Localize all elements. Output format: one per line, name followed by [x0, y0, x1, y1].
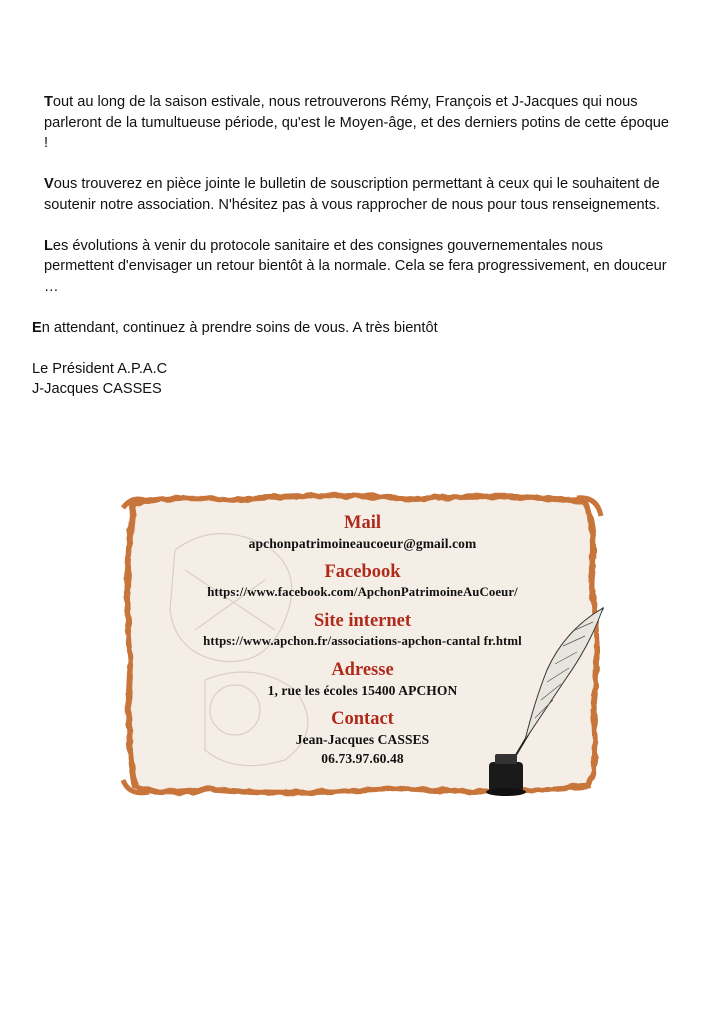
signature-name: J-Jacques CASSES	[32, 381, 162, 397]
paragraph-sanitary-protocol	[32, 236, 672, 298]
paragraph-text: ous trouverez en pièce jointe le bulletin de souscription permettant à ceux qui le souhaitent de soutenir notre association. N'hésitez pas à vous rapprocher de nous pour tous renseignements.	[44, 176, 661, 213]
drop-letter: L	[44, 237, 53, 254]
mail-value[interactable]: apchonpatrimoineaucoeur@gmail.com	[248, 536, 477, 551]
paragraph-summer-season	[32, 92, 672, 154]
contact-name: Jean-Jacques CASSES	[295, 732, 430, 747]
mail-heading: Mail	[344, 513, 381, 533]
address-value: 1, rue les écoles 15400 APCHON	[267, 683, 458, 698]
contact-scroll-card	[115, 490, 610, 800]
contact-info	[115, 512, 610, 768]
letter-body	[32, 92, 672, 400]
site-link[interactable]: https://www.apchon.fr/associations-apchon-cantal fr.html	[203, 634, 522, 648]
drop-letter: T	[44, 94, 53, 110]
paragraph-text: es évolutions à venir du protocole sanitaire et des consignes gouvernementales nous permettent d'envisager un retour bientôt à la normale. Cela se fera progressivement, en douceur …	[44, 237, 667, 295]
facebook-heading: Facebook	[324, 562, 401, 582]
paragraph-subscription	[32, 174, 672, 215]
contact-phone: 06.73.97.60.48	[321, 751, 404, 766]
paragraph-text: n attendant, continuez à prendre soins de vous. A très bientôt	[41, 319, 438, 336]
contact-heading: Contact	[331, 709, 394, 729]
drop-letter: V	[44, 176, 54, 192]
paragraph-closing	[32, 318, 672, 339]
signature-title: Le Président A.P.A.C	[32, 360, 168, 377]
address-heading: Adresse	[331, 660, 394, 680]
facebook-link[interactable]: https://www.facebook.com/ApchonPatrimoineAuCoeur/	[207, 585, 518, 599]
drop-letter: E	[32, 319, 42, 336]
site-heading: Site internet	[313, 611, 412, 631]
paragraph-text: out au long de la saison estivale, nous retrouverons Rémy, François et J-Jacques qui nous parleront de la tumultueuse période, qu'est le Moyen-âge, et des derniers potins de cette époque !	[44, 94, 670, 151]
